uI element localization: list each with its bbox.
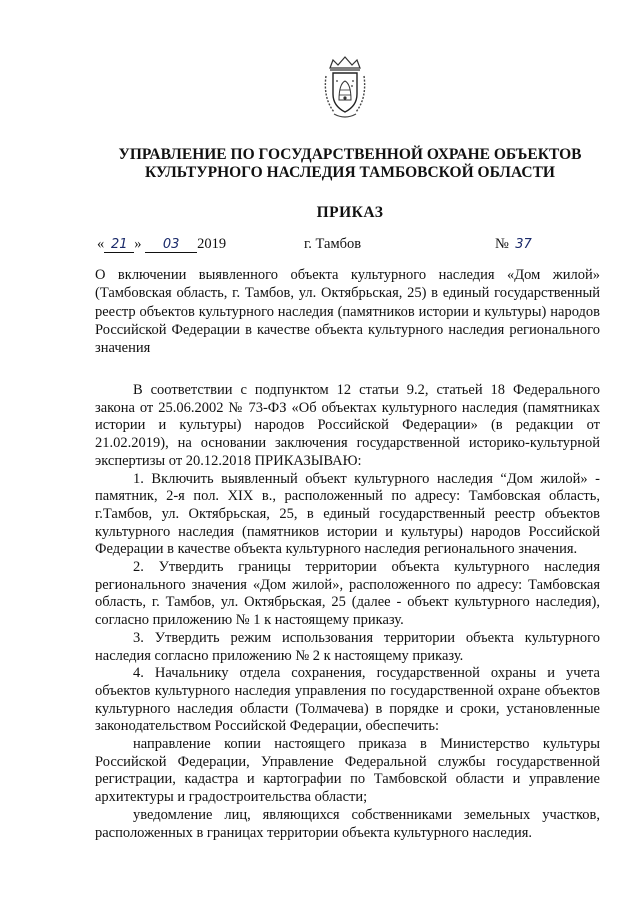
date-year: 2019 (197, 236, 227, 252)
city: г. Тамбов (304, 236, 362, 252)
preamble-paragraph: В соответствии с подпунктом 12 статьи 9.2, статьей 18 Федерального закона от 25.06.2002 № 73-ФЗ «Об объектах культурного наследия (памятниках истории и культуры) народов Российской Федерации» (в редакции от 21.02.2019), на основании заключения государственной историко-культурной экспертизы от 20.12.2018 ПРИКАЗЫВАЮ: (95, 382, 600, 469)
date-open-quote: « (97, 236, 105, 252)
organization-title-line-2: КУЛЬТУРНОГО НАСЛЕДИЯ ТАМБОВСКОЙ ОБЛАСТИ (145, 164, 555, 181)
item-1-paragraph: 1. Включить выявленный объект культурного наследия “Дом жилой» - памятник, 2-я пол. XIX в., расположенный по адресу: Тамбовская область, г.Тамбов, ул. Октябрьская, 25, в единый государственный реестр объектов культурного наследия (памятников истории и культуры) народов Российской Федерации в качестве объекта культурного наследия регионального значения. (95, 470, 600, 558)
organization-title (60, 146, 640, 182)
item-4-paragraph: 4. Начальнику отдела сохранения, государственной охраны и учета объектов культурного наследия управления по государственной охране объектов культурного наследия области (Толмачева) в порядке и сроки, установленные законодательством Российской Федерации, обеспечить: (95, 665, 600, 735)
item-4-subitem-2: уведомление лиц, являющихся собственниками земельных участков, расположенных в границах территории объекта культурного наследия. (95, 806, 600, 841)
date-day: 21 (104, 237, 134, 253)
order-subject: О включении выявленного объекта культурного наследия «Дом жилой» (Тамбовская область, г. Тамбов, ул. Октябрьская, 25) в единый государственный реестр объектов культурного наследия (памятников истории и культуры) народов Российской Федерации в качестве объекта культурного наследия регионального значения (95, 267, 600, 357)
date-month: 03 (145, 237, 197, 253)
date-field (97, 236, 226, 253)
number-label: № (495, 236, 509, 252)
document-type: ПРИКАЗ (316, 204, 384, 221)
item-3-paragraph: 3. Утвердить режим использования территории объекта культурного наследия согласно приложению № 2 к настоящему приказу. (95, 629, 600, 664)
coat-of-arms-icon (322, 54, 368, 124)
order-number (495, 236, 534, 253)
item-2-paragraph: 2. Утвердить границы территории объекта культурного наследия регионального значения «Дом жилой», расположенного по адресу: Тамбовская область, г. Тамбов, ул. Октябрьская, 25 (далее - объект культурного наследия), согласно приложению № 1 к настоящему приказу. (95, 559, 600, 629)
date-close-quote: » (134, 236, 142, 252)
date-number-line (0, 236, 640, 256)
number-value: 37 (515, 237, 532, 252)
organization-title-line-1: УПРАВЛЕНИЕ ПО ГОСУДАРСТВЕННОЙ ОХРАНЕ ОБЪЕКТОВ (118, 146, 582, 163)
item-4-subitem-1: направление копии настоящего приказа в Министерство культуры Российской Федерации, Управление Федеральной службы государственной регистрации, кадастра и картографии по Тамбовской области и управление архитектуры и градостроительства области; (95, 736, 600, 806)
order-body (95, 382, 600, 842)
